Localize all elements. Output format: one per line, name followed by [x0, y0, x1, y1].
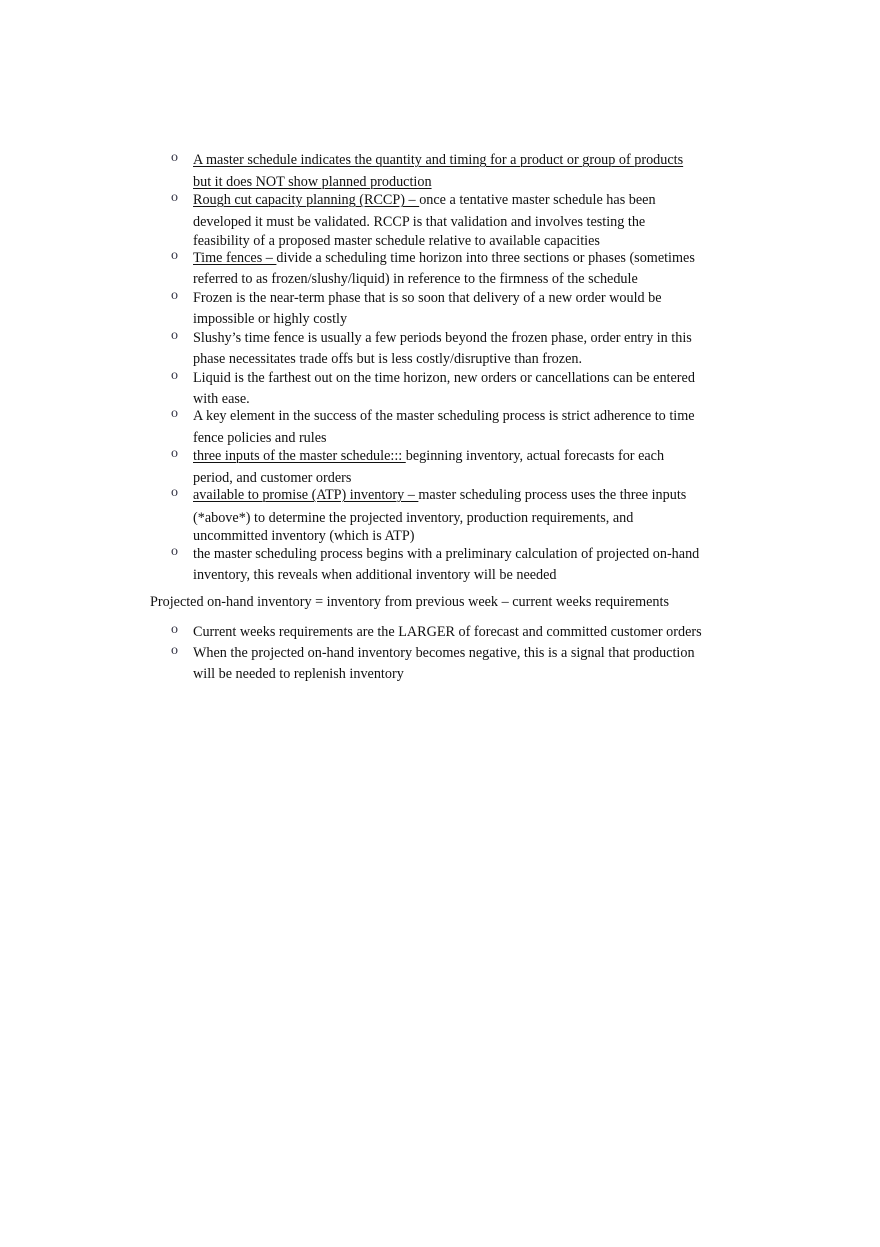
item-line: A master schedule indicates the quantity and timing for a product or group of products: [193, 152, 684, 168]
item-line: Current weeks requirements are the LARGER of forecast and committed customer orders: [193, 624, 702, 640]
item-line: fence policies and rules: [193, 430, 327, 446]
item-line: A key element in the success of the master scheduling process is strict adherence to time: [193, 408, 695, 424]
bullet-marker: o: [171, 406, 178, 421]
bullet-marker: o: [171, 485, 178, 500]
item-line: the master scheduling process begins with a preliminary calculation of projected on-hand: [193, 546, 700, 562]
term-label: Rough cut capacity planning (RCCP) –: [193, 192, 420, 208]
term-label: three inputs of the master schedule:::: [193, 448, 406, 464]
item-line: referred to as frozen/slushy/liquid) in reference to the firmness of the schedule: [193, 271, 638, 287]
term-label: available to promise (ATP) inventory –: [193, 487, 419, 503]
item-line: (*above*) to determine the projected inventory, production requirements, and: [193, 510, 634, 526]
item-line: uncommitted inventory (which is ATP): [193, 528, 415, 544]
item-line: When the projected on-hand inventory becomes negative, this is a signal that production: [193, 645, 695, 661]
item-text: once a tentative master schedule has been: [419, 192, 656, 208]
item-line: will be needed to replenish inventory: [193, 666, 404, 682]
item-line: but it does NOT show planned production: [193, 174, 432, 190]
item-text: master scheduling process uses the three inputs: [418, 487, 687, 503]
bullet-marker: o: [171, 248, 178, 263]
bullet-marker: o: [171, 150, 178, 165]
item-line: [193, 190, 656, 210]
bullet-marker: o: [171, 643, 178, 658]
item-line: [193, 446, 664, 466]
formula-paragraph: Projected on-hand inventory = inventory from previous week – current weeks requirements: [150, 594, 669, 610]
item-line: impossible or highly costly: [193, 311, 348, 327]
item-line: phase necessitates trade offs but is less costly/disruptive than frozen.: [193, 351, 583, 367]
item-text: divide a scheduling time horizon into three sections or phases (sometimes: [276, 250, 695, 266]
bullet-marker: o: [171, 190, 178, 205]
bullet-marker: o: [171, 446, 178, 461]
item-line: developed it must be validated. RCCP is that validation and involves testing the: [193, 214, 646, 230]
bullet-marker: o: [171, 622, 178, 637]
item-line: feasibility of a proposed master schedule relative to available capacities: [193, 233, 600, 249]
item-line: Frozen is the near-term phase that is so soon that delivery of a new order would be: [193, 290, 662, 306]
item-line: [193, 485, 686, 505]
item-line: Liquid is the farthest out on the time horizon, new orders or cancellations can be entered: [193, 370, 695, 386]
item-text: beginning inventory, actual forecasts for each: [405, 448, 665, 464]
bullet-marker: o: [171, 288, 178, 303]
term-label: Time fences –: [193, 250, 277, 266]
item-line: inventory, this reveals when additional inventory will be needed: [193, 567, 557, 583]
item-line: Slushy’s time fence is usually a few periods beyond the frozen phase, order entry in this: [193, 330, 692, 346]
bullet-marker: o: [171, 544, 178, 559]
bullet-marker: o: [171, 328, 178, 343]
item-line: [193, 248, 695, 268]
bullet-marker: o: [171, 368, 178, 383]
item-line: period, and customer orders: [193, 470, 352, 486]
item-line: with ease.: [193, 391, 250, 407]
